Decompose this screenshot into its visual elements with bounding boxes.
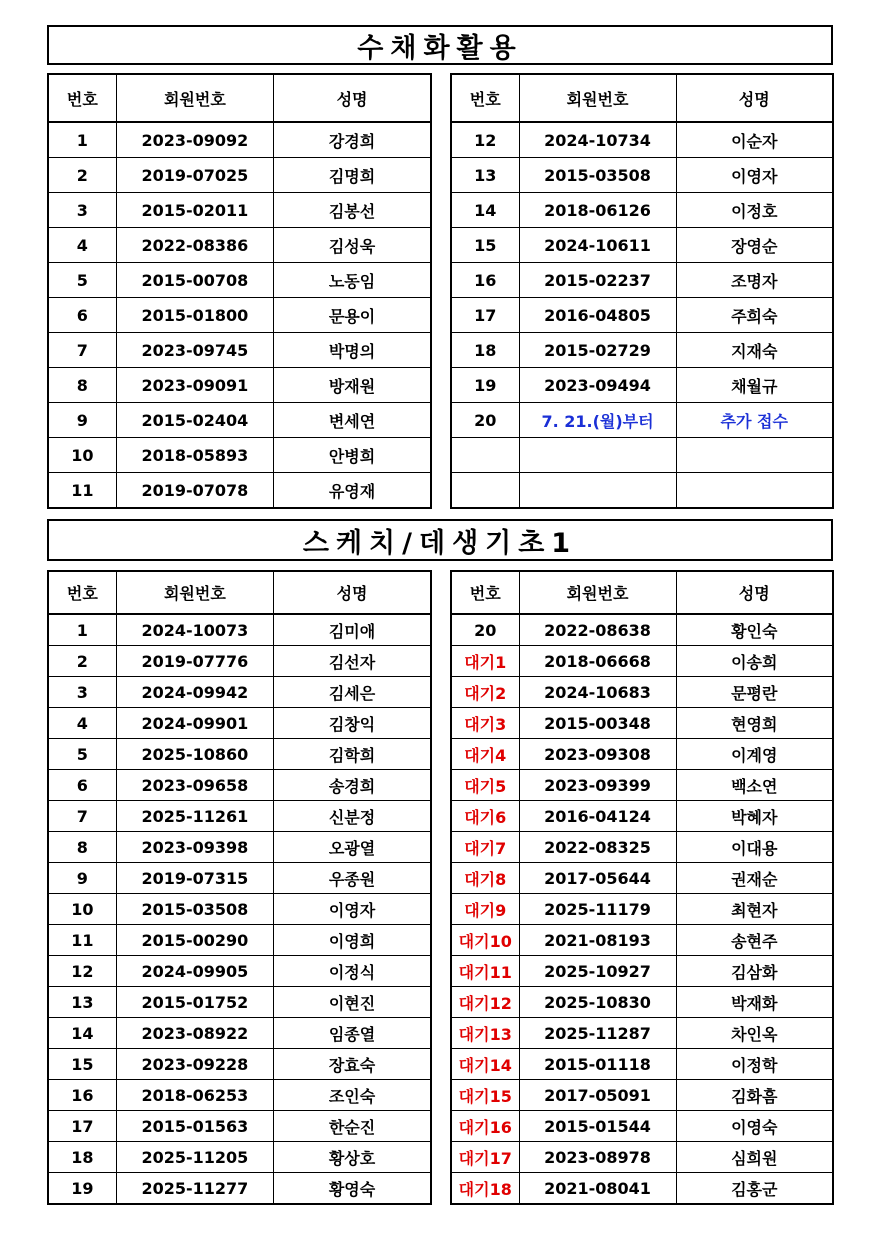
section1-title: 수채화활용 [47, 25, 833, 65]
table-row [451, 1049, 833, 1080]
table-row [451, 614, 833, 646]
header-name: 성명 [274, 571, 431, 614]
cell-number: 13 [48, 987, 116, 1018]
cell-member-id: 2021-08041 [519, 1173, 676, 1205]
cell-member-id: 2015-01563 [116, 1111, 273, 1142]
cell-name: 지재숙 [676, 333, 833, 368]
cell-name: 이정호 [676, 193, 833, 228]
cell-number: 16 [48, 1080, 116, 1111]
cell-name: 차인옥 [676, 1018, 833, 1049]
cell-member-id: 2022-08386 [116, 228, 273, 263]
cell-name: 권재순 [676, 863, 833, 894]
table-row [451, 863, 833, 894]
cell-member-id: 2021-08193 [519, 925, 676, 956]
table-row [48, 1111, 431, 1142]
header-member-id: 회원번호 [116, 571, 273, 614]
table-row [451, 646, 833, 677]
cell-name: 오광열 [274, 832, 431, 863]
cell-number: 17 [451, 298, 519, 333]
table-row [48, 646, 431, 677]
cell-member-id: 2015-02011 [116, 193, 273, 228]
table-row [451, 1080, 833, 1111]
table-row [451, 403, 833, 438]
cell-number: 대기16 [451, 1111, 519, 1142]
cell-member-id: 2023-09091 [116, 368, 273, 403]
cell-member-id: 2018-06126 [519, 193, 676, 228]
cell-member-id: 2025-10860 [116, 739, 273, 770]
cell-name: 이송희 [676, 646, 833, 677]
table-row [48, 801, 431, 832]
cell-member-id: 2023-08922 [116, 1018, 273, 1049]
cell-name: 이영숙 [676, 1111, 833, 1142]
cell-member-id: 2019-07776 [116, 646, 273, 677]
cell-member-id: 2024-10073 [116, 614, 273, 646]
table-row [48, 1173, 431, 1205]
table-row [451, 473, 833, 509]
cell-number: 18 [451, 333, 519, 368]
cell-number: 15 [451, 228, 519, 263]
section2-left-table [47, 570, 432, 1205]
cell-number: 대기2 [451, 677, 519, 708]
cell-member-id: 2025-11205 [116, 1142, 273, 1173]
cell-member-id: 2022-08638 [519, 614, 676, 646]
table-row [451, 438, 833, 473]
table-row [48, 1049, 431, 1080]
header-number: 번호 [451, 571, 519, 614]
cell-number: 11 [48, 925, 116, 956]
table-row [451, 832, 833, 863]
cell-member-id: 2018-06253 [116, 1080, 273, 1111]
cell-number: 5 [48, 263, 116, 298]
cell-member-id: 2016-04805 [519, 298, 676, 333]
cell-name: 김선자 [274, 646, 431, 677]
cell-name: 이영희 [274, 925, 431, 956]
cell-number: 대기13 [451, 1018, 519, 1049]
cell-number: 대기15 [451, 1080, 519, 1111]
cell-name: 황인숙 [676, 614, 833, 646]
cell-number: 3 [48, 677, 116, 708]
cell-number: 14 [451, 193, 519, 228]
cell-member-id: 2015-01752 [116, 987, 273, 1018]
cell-name: 한순진 [274, 1111, 431, 1142]
cell-member-id: 2023-09658 [116, 770, 273, 801]
cell-member-id: 2023-09494 [519, 368, 676, 403]
cell-number: 대기17 [451, 1142, 519, 1173]
table-row [48, 987, 431, 1018]
cell-member-id: 2015-01800 [116, 298, 273, 333]
cell-member-id: 2023-09398 [116, 832, 273, 863]
cell-name: 송경희 [274, 770, 431, 801]
cell-name: 김세은 [274, 677, 431, 708]
cell-name: 김미애 [274, 614, 431, 646]
cell-name [676, 473, 833, 509]
table-row [48, 122, 431, 158]
cell-number: 15 [48, 1049, 116, 1080]
table-row [451, 1142, 833, 1173]
table-row [48, 832, 431, 863]
cell-member-id: 2024-10734 [519, 122, 676, 158]
table-row [451, 987, 833, 1018]
section1-right-table [450, 73, 834, 509]
cell-number: 8 [48, 832, 116, 863]
table-row [451, 193, 833, 228]
table-row [48, 956, 431, 987]
table-row [48, 298, 431, 333]
table-row [48, 333, 431, 368]
cell-number: 12 [48, 956, 116, 987]
cell-member-id: 2017-05091 [519, 1080, 676, 1111]
cell-name: 추가 접수 [676, 403, 833, 438]
cell-name: 황상호 [274, 1142, 431, 1173]
cell-member-id: 2015-00348 [519, 708, 676, 739]
table-row [451, 263, 833, 298]
cell-member-id: 2018-05893 [116, 438, 273, 473]
header-member-id: 회원번호 [116, 74, 273, 122]
cell-member-id: 2025-11277 [116, 1173, 273, 1205]
section1-left-table [47, 73, 432, 509]
table-row [48, 1080, 431, 1111]
table-row [451, 677, 833, 708]
cell-member-id: 2023-09399 [519, 770, 676, 801]
cell-name: 김학희 [274, 739, 431, 770]
cell-number: 7 [48, 333, 116, 368]
cell-number: 9 [48, 863, 116, 894]
cell-name: 이정학 [676, 1049, 833, 1080]
cell-number: 11 [48, 473, 116, 509]
table-row [451, 298, 833, 333]
table-row [48, 770, 431, 801]
table-row [48, 614, 431, 646]
header-name: 성명 [676, 571, 833, 614]
cell-member-id: 2025-10927 [519, 956, 676, 987]
header-name: 성명 [676, 74, 833, 122]
table-row [451, 925, 833, 956]
cell-member-id: 2024-10611 [519, 228, 676, 263]
cell-member-id: 2025-11261 [116, 801, 273, 832]
table-row [48, 863, 431, 894]
table-row [451, 122, 833, 158]
cell-number: 대기11 [451, 956, 519, 987]
cell-number: 대기3 [451, 708, 519, 739]
cell-name: 김화흠 [676, 1080, 833, 1111]
table-row [48, 158, 431, 193]
cell-name: 박혜자 [676, 801, 833, 832]
cell-name: 채월규 [676, 368, 833, 403]
cell-number: 대기6 [451, 801, 519, 832]
cell-number: 대기18 [451, 1173, 519, 1205]
cell-number: 대기9 [451, 894, 519, 925]
cell-member-id: 2025-11287 [519, 1018, 676, 1049]
table-row [451, 956, 833, 987]
table-row [48, 193, 431, 228]
cell-member-id: 2019-07025 [116, 158, 273, 193]
cell-number: 대기4 [451, 739, 519, 770]
table-row [451, 1018, 833, 1049]
table-row [48, 708, 431, 739]
cell-member-id: 2019-07315 [116, 863, 273, 894]
table-row [451, 158, 833, 193]
cell-number: 대기14 [451, 1049, 519, 1080]
cell-number: 8 [48, 368, 116, 403]
cell-name: 이현진 [274, 987, 431, 1018]
cell-number: 12 [451, 122, 519, 158]
cell-name: 현영희 [676, 708, 833, 739]
cell-member-id: 2022-08325 [519, 832, 676, 863]
cell-member-id: 2016-04124 [519, 801, 676, 832]
cell-name: 박재화 [676, 987, 833, 1018]
cell-member-id: 2015-03508 [116, 894, 273, 925]
cell-member-id: 7. 21.(월)부터 [519, 403, 676, 438]
table-row [451, 228, 833, 263]
cell-name: 변세연 [274, 403, 431, 438]
cell-name: 송현주 [676, 925, 833, 956]
table-row [451, 770, 833, 801]
cell-number: 4 [48, 708, 116, 739]
cell-name: 이계영 [676, 739, 833, 770]
cell-number: 9 [48, 403, 116, 438]
table-row [451, 333, 833, 368]
cell-number: 대기7 [451, 832, 519, 863]
cell-number: 2 [48, 646, 116, 677]
cell-name: 최현자 [676, 894, 833, 925]
cell-name: 장영순 [676, 228, 833, 263]
cell-name: 조인숙 [274, 1080, 431, 1111]
table-row [48, 473, 431, 509]
table-row [451, 708, 833, 739]
header-number: 번호 [48, 74, 116, 122]
cell-member-id: 2018-06668 [519, 646, 676, 677]
cell-name: 이영자 [274, 894, 431, 925]
table-row [451, 1173, 833, 1205]
cell-member-id: 2023-09092 [116, 122, 273, 158]
cell-member-id: 2015-03508 [519, 158, 676, 193]
cell-number: 19 [48, 1173, 116, 1205]
cell-name: 김봉선 [274, 193, 431, 228]
cell-member-id: 2015-00290 [116, 925, 273, 956]
table-row [48, 925, 431, 956]
cell-name: 주희숙 [676, 298, 833, 333]
table-row [48, 894, 431, 925]
cell-member-id: 2023-09745 [116, 333, 273, 368]
cell-name: 안병희 [274, 438, 431, 473]
table-row [48, 263, 431, 298]
cell-number: 5 [48, 739, 116, 770]
header-number: 번호 [48, 571, 116, 614]
cell-name: 심희원 [676, 1142, 833, 1173]
cell-number: 3 [48, 193, 116, 228]
cell-name: 문용이 [274, 298, 431, 333]
cell-member-id: 2015-02237 [519, 263, 676, 298]
cell-number: 19 [451, 368, 519, 403]
cell-name: 김명희 [274, 158, 431, 193]
cell-number [451, 438, 519, 473]
cell-name: 강경희 [274, 122, 431, 158]
cell-name: 신분정 [274, 801, 431, 832]
cell-number: 10 [48, 438, 116, 473]
cell-number: 6 [48, 770, 116, 801]
cell-number [451, 473, 519, 509]
cell-member-id [519, 473, 676, 509]
table-row [48, 368, 431, 403]
cell-number: 대기8 [451, 863, 519, 894]
cell-number: 14 [48, 1018, 116, 1049]
cell-member-id: 2023-09308 [519, 739, 676, 770]
cell-name: 방재원 [274, 368, 431, 403]
cell-member-id: 2015-01118 [519, 1049, 676, 1080]
cell-member-id [519, 438, 676, 473]
cell-member-id: 2025-10830 [519, 987, 676, 1018]
cell-name: 조명자 [676, 263, 833, 298]
cell-number: 17 [48, 1111, 116, 1142]
cell-name: 우종원 [274, 863, 431, 894]
cell-number: 2 [48, 158, 116, 193]
table-row [48, 677, 431, 708]
cell-member-id: 2015-02404 [116, 403, 273, 438]
cell-member-id: 2024-09942 [116, 677, 273, 708]
cell-name: 이영자 [676, 158, 833, 193]
table-row [48, 438, 431, 473]
cell-member-id: 2019-07078 [116, 473, 273, 509]
cell-name: 이대용 [676, 832, 833, 863]
table-row [48, 1142, 431, 1173]
cell-member-id: 2023-08978 [519, 1142, 676, 1173]
cell-member-id: 2015-01544 [519, 1111, 676, 1142]
header-number: 번호 [451, 74, 519, 122]
cell-name: 문평란 [676, 677, 833, 708]
cell-name: 임종열 [274, 1018, 431, 1049]
cell-member-id: 2024-09905 [116, 956, 273, 987]
cell-number: 16 [451, 263, 519, 298]
header-member-id: 회원번호 [519, 571, 676, 614]
cell-name: 박명의 [274, 333, 431, 368]
cell-member-id: 2015-00708 [116, 263, 273, 298]
header-member-id: 회원번호 [519, 74, 676, 122]
cell-member-id: 2025-11179 [519, 894, 676, 925]
cell-number: 대기5 [451, 770, 519, 801]
cell-number: 4 [48, 228, 116, 263]
cell-number: 20 [451, 403, 519, 438]
cell-number: 6 [48, 298, 116, 333]
cell-name: 김성욱 [274, 228, 431, 263]
cell-name: 유영재 [274, 473, 431, 509]
table-row [451, 801, 833, 832]
cell-number: 10 [48, 894, 116, 925]
table-row [451, 739, 833, 770]
cell-number: 1 [48, 614, 116, 646]
cell-member-id: 2024-10683 [519, 677, 676, 708]
cell-name: 김창익 [274, 708, 431, 739]
cell-number: 13 [451, 158, 519, 193]
section2-title: 스케치/데생기초1 [47, 519, 833, 561]
table-row [48, 739, 431, 770]
cell-name: 백소연 [676, 770, 833, 801]
cell-member-id: 2015-02729 [519, 333, 676, 368]
cell-name: 이순자 [676, 122, 833, 158]
cell-name: 노동임 [274, 263, 431, 298]
table-row [451, 894, 833, 925]
table-row [451, 368, 833, 403]
table-row [451, 1111, 833, 1142]
cell-name: 장효숙 [274, 1049, 431, 1080]
cell-number: 18 [48, 1142, 116, 1173]
cell-member-id: 2024-09901 [116, 708, 273, 739]
cell-number: 20 [451, 614, 519, 646]
header-name: 성명 [274, 74, 431, 122]
table-row [48, 403, 431, 438]
cell-number: 대기1 [451, 646, 519, 677]
cell-number: 1 [48, 122, 116, 158]
table-row [48, 228, 431, 263]
table-row [48, 1018, 431, 1049]
cell-name: 김홍군 [676, 1173, 833, 1205]
section2-right-table [450, 570, 834, 1205]
cell-member-id: 2023-09228 [116, 1049, 273, 1080]
cell-name: 황영숙 [274, 1173, 431, 1205]
cell-number: 7 [48, 801, 116, 832]
cell-number: 대기12 [451, 987, 519, 1018]
cell-number: 대기10 [451, 925, 519, 956]
cell-name: 김삼화 [676, 956, 833, 987]
cell-name [676, 438, 833, 473]
cell-name: 이정식 [274, 956, 431, 987]
cell-member-id: 2017-05644 [519, 863, 676, 894]
